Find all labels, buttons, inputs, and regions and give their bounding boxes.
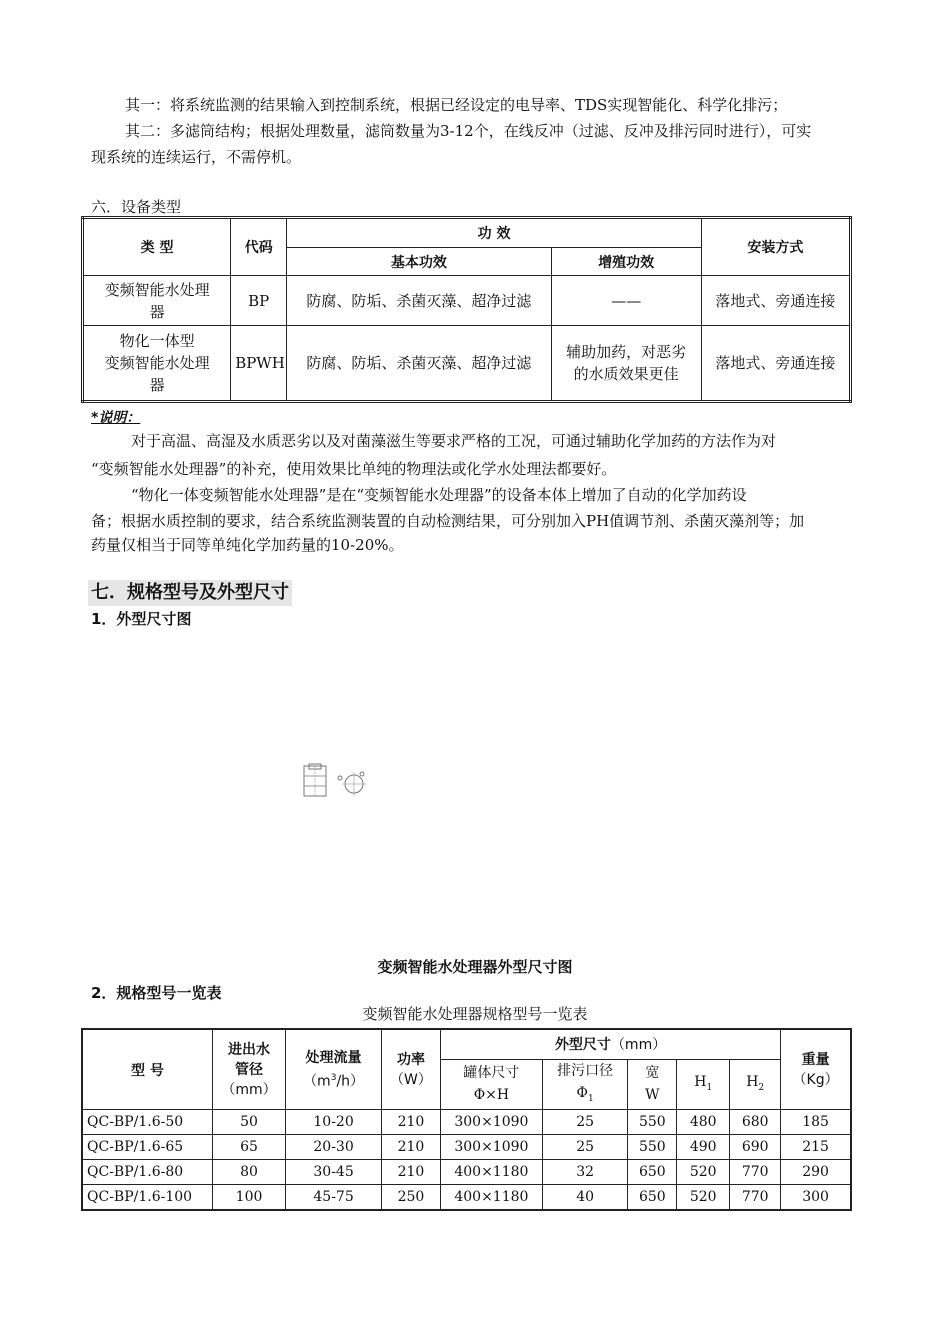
header-text: 处理流量 xyxy=(305,1049,362,1066)
cell-added xyxy=(551,326,701,402)
note-paragraph-2-line-2: 备；根据水质控制的要求，结合系统监测装置的自动检测结果，可分别加入PH值调节剂、杀菌灭藻剂等；加 xyxy=(91,512,805,530)
header-text: 重量 xyxy=(801,1051,830,1068)
cell-install: 落地式、旁通连接 xyxy=(701,326,850,402)
header-text: 管径 xyxy=(235,1061,264,1078)
cell-pipe: 65 xyxy=(212,1135,285,1160)
cell-code: BPWH xyxy=(231,326,287,402)
cell-model: QC-BP/1.6-50 xyxy=(82,1110,212,1135)
note-paragraph-1-line-1: 对于高温、高湿及水质恶劣以及对菌藻滋生等要求严格的工况，可通过辅助化学加药的方法作为对 xyxy=(131,432,777,450)
subsection-1-title: 1．外型尺寸图 xyxy=(91,610,192,628)
header-text xyxy=(547,1082,624,1110)
header-text: 罐体尺寸 xyxy=(463,1065,520,1082)
cell-width: 650 xyxy=(628,1160,677,1185)
header-drain xyxy=(542,1059,628,1110)
cell-model: QC-BP/1.6-65 xyxy=(82,1135,212,1160)
cell-drain: 25 xyxy=(542,1110,628,1135)
table-row xyxy=(83,326,851,402)
header-tank xyxy=(440,1059,542,1110)
cell-text: 辅助加药，对恶劣 xyxy=(566,343,687,361)
header-unit: （mm） xyxy=(610,1037,667,1054)
header-h2 xyxy=(730,1059,781,1110)
cell-weight: 300 xyxy=(781,1185,851,1211)
cell-power: 250 xyxy=(381,1185,440,1211)
header-dimensions xyxy=(440,1029,780,1059)
header-h1 xyxy=(677,1059,730,1110)
equipment-type-table xyxy=(81,216,852,403)
header-text: W xyxy=(645,1087,660,1104)
table-row xyxy=(82,1110,851,1135)
cell-pipe: 50 xyxy=(212,1110,285,1135)
header-symbol: Φ xyxy=(576,1084,588,1101)
cell-h1: 520 xyxy=(677,1185,730,1211)
cell-flow: 20-30 xyxy=(286,1135,382,1160)
cell-model: QC-BP/1.6-80 xyxy=(82,1160,212,1185)
header-flow xyxy=(286,1029,382,1110)
header-subscript: 2 xyxy=(758,1082,765,1093)
cell-weight: 290 xyxy=(781,1160,851,1185)
header-text: 宽 xyxy=(645,1065,660,1082)
intro-paragraph-2-line-1: 其二：多滤筒结构；根据处理数量，滤筒数量为3-12个，在线反冲（过滤、反冲及排污同时进行），可实 xyxy=(125,122,812,140)
cell-tank: 400×1180 xyxy=(440,1160,542,1185)
cell-drain: 32 xyxy=(542,1160,628,1185)
header-code: 代码 xyxy=(231,218,287,276)
cell-tank: 400×1180 xyxy=(440,1185,542,1211)
header-unit: （W） xyxy=(390,1071,432,1088)
note-label: *说明： xyxy=(91,410,141,426)
table-row xyxy=(82,1185,851,1211)
header-text: 排污口径 xyxy=(557,1062,614,1079)
header-text: 功率 xyxy=(396,1051,425,1068)
cell-tank: 300×1090 xyxy=(440,1110,542,1135)
cell-basic: 防腐、防垢、杀菌灭藻、超净过滤 xyxy=(287,276,551,326)
cell-h2: 770 xyxy=(730,1160,781,1185)
table-row xyxy=(82,1135,851,1160)
cell-code: BP xyxy=(231,276,287,326)
intro-paragraph-1: 其一：将系统监测的结果输入到控制系统，根据已经设定的电导率、TDS实现智能化、科学化排污； xyxy=(125,96,788,114)
subsection-2-title: 2．规格型号一览表 xyxy=(91,984,222,1002)
cell-drain: 25 xyxy=(542,1135,628,1160)
note-paragraph-2-line-1: “物化一体变频智能水处理器”是在“变频智能水处理器”的设备本体上增加了自动的化学加药设 xyxy=(131,486,747,504)
cell-basic: 防腐、防垢、杀菌灭藻、超净过滤 xyxy=(287,326,551,402)
cell-power: 210 xyxy=(381,1135,440,1160)
cell-power: 210 xyxy=(381,1160,440,1185)
cell-text: 的水质效果更佳 xyxy=(573,365,679,383)
table-row xyxy=(83,276,851,326)
unit-text: （m xyxy=(303,1073,331,1090)
header-symbol: H xyxy=(694,1073,707,1090)
figure-caption: 变频智能水处理器外型尺寸图 xyxy=(377,958,573,976)
spec-table xyxy=(81,1028,852,1211)
cell-width: 550 xyxy=(628,1110,677,1135)
note-paragraph-2-line-3: 药量仅相当于同等单纯化学加药量的10-20%。 xyxy=(91,536,404,554)
cell-install: 落地式、旁通连接 xyxy=(701,276,850,326)
cell-added: —— xyxy=(551,276,701,326)
cell-text: 变频智能水处理 xyxy=(104,354,210,372)
cell-type xyxy=(83,276,231,326)
header-basic-effect: 基本功效 xyxy=(287,248,551,276)
cell-drain: 40 xyxy=(542,1185,628,1211)
cell-pipe: 100 xyxy=(212,1185,285,1211)
cell-pipe: 80 xyxy=(212,1160,285,1185)
note-paragraph-1-line-2: “变频智能水处理器”的补充，使用效果比单纯的物理法或化学水处理法都要好。 xyxy=(91,460,617,478)
intro-paragraph-2-line-2: 现系统的连续运行，不需停机。 xyxy=(91,148,302,166)
cell-weight: 185 xyxy=(781,1110,851,1135)
unit-superscript: 3 xyxy=(330,1072,337,1083)
header-symbol: H xyxy=(746,1073,759,1090)
section-6-title: 六．设备类型 xyxy=(91,198,182,216)
header-unit xyxy=(290,1067,377,1093)
cell-width: 650 xyxy=(628,1185,677,1211)
header-effect: 功 效 xyxy=(287,218,702,248)
header-subscript: 1 xyxy=(587,1093,594,1104)
cell-text: 物化一体型 xyxy=(119,332,195,350)
cell-h1: 520 xyxy=(677,1160,730,1185)
cell-text: 器 xyxy=(149,302,165,321)
cell-flow: 10-20 xyxy=(286,1110,382,1135)
cell-flow: 30-45 xyxy=(286,1160,382,1185)
cell-tank: 300×1090 xyxy=(440,1135,542,1160)
cell-power: 210 xyxy=(381,1110,440,1135)
header-pipe xyxy=(212,1029,285,1110)
section-7-title: 七．规格型号及外型尺寸 xyxy=(88,580,292,606)
header-install: 安装方式 xyxy=(701,218,850,276)
cell-weight: 215 xyxy=(781,1135,851,1160)
cell-type xyxy=(83,326,231,402)
header-type: 类 型 xyxy=(83,218,231,276)
cell-model: QC-BP/1.6-100 xyxy=(82,1185,212,1211)
cell-text: 器 xyxy=(149,376,165,394)
header-text: Φ×H xyxy=(473,1087,510,1104)
cell-h2: 680 xyxy=(730,1110,781,1135)
header-subscript: 1 xyxy=(706,1082,713,1093)
unit-text: /h） xyxy=(336,1073,365,1090)
header-model: 型 号 xyxy=(82,1029,212,1110)
header-text: 进出水 xyxy=(228,1041,271,1058)
header-unit: （Kg） xyxy=(792,1071,839,1088)
dimension-drawing-image xyxy=(300,762,368,800)
cell-flow: 45-75 xyxy=(286,1185,382,1211)
header-power xyxy=(381,1029,440,1110)
header-unit: （mm） xyxy=(221,1081,277,1098)
cell-width: 550 xyxy=(628,1135,677,1160)
table-row xyxy=(82,1160,851,1185)
header-weight xyxy=(781,1029,851,1110)
cell-text: 变频智能水处理 xyxy=(104,280,210,299)
cell-h1: 490 xyxy=(677,1135,730,1160)
header-width xyxy=(628,1059,677,1110)
table-caption: 变频智能水处理器规格型号一览表 xyxy=(362,1005,588,1023)
header-added-effect: 增殖功效 xyxy=(551,248,701,276)
cell-h2: 690 xyxy=(730,1135,781,1160)
header-text: 外型尺寸 xyxy=(554,1037,611,1054)
cell-h1: 480 xyxy=(677,1110,730,1135)
cell-h2: 770 xyxy=(730,1185,781,1211)
